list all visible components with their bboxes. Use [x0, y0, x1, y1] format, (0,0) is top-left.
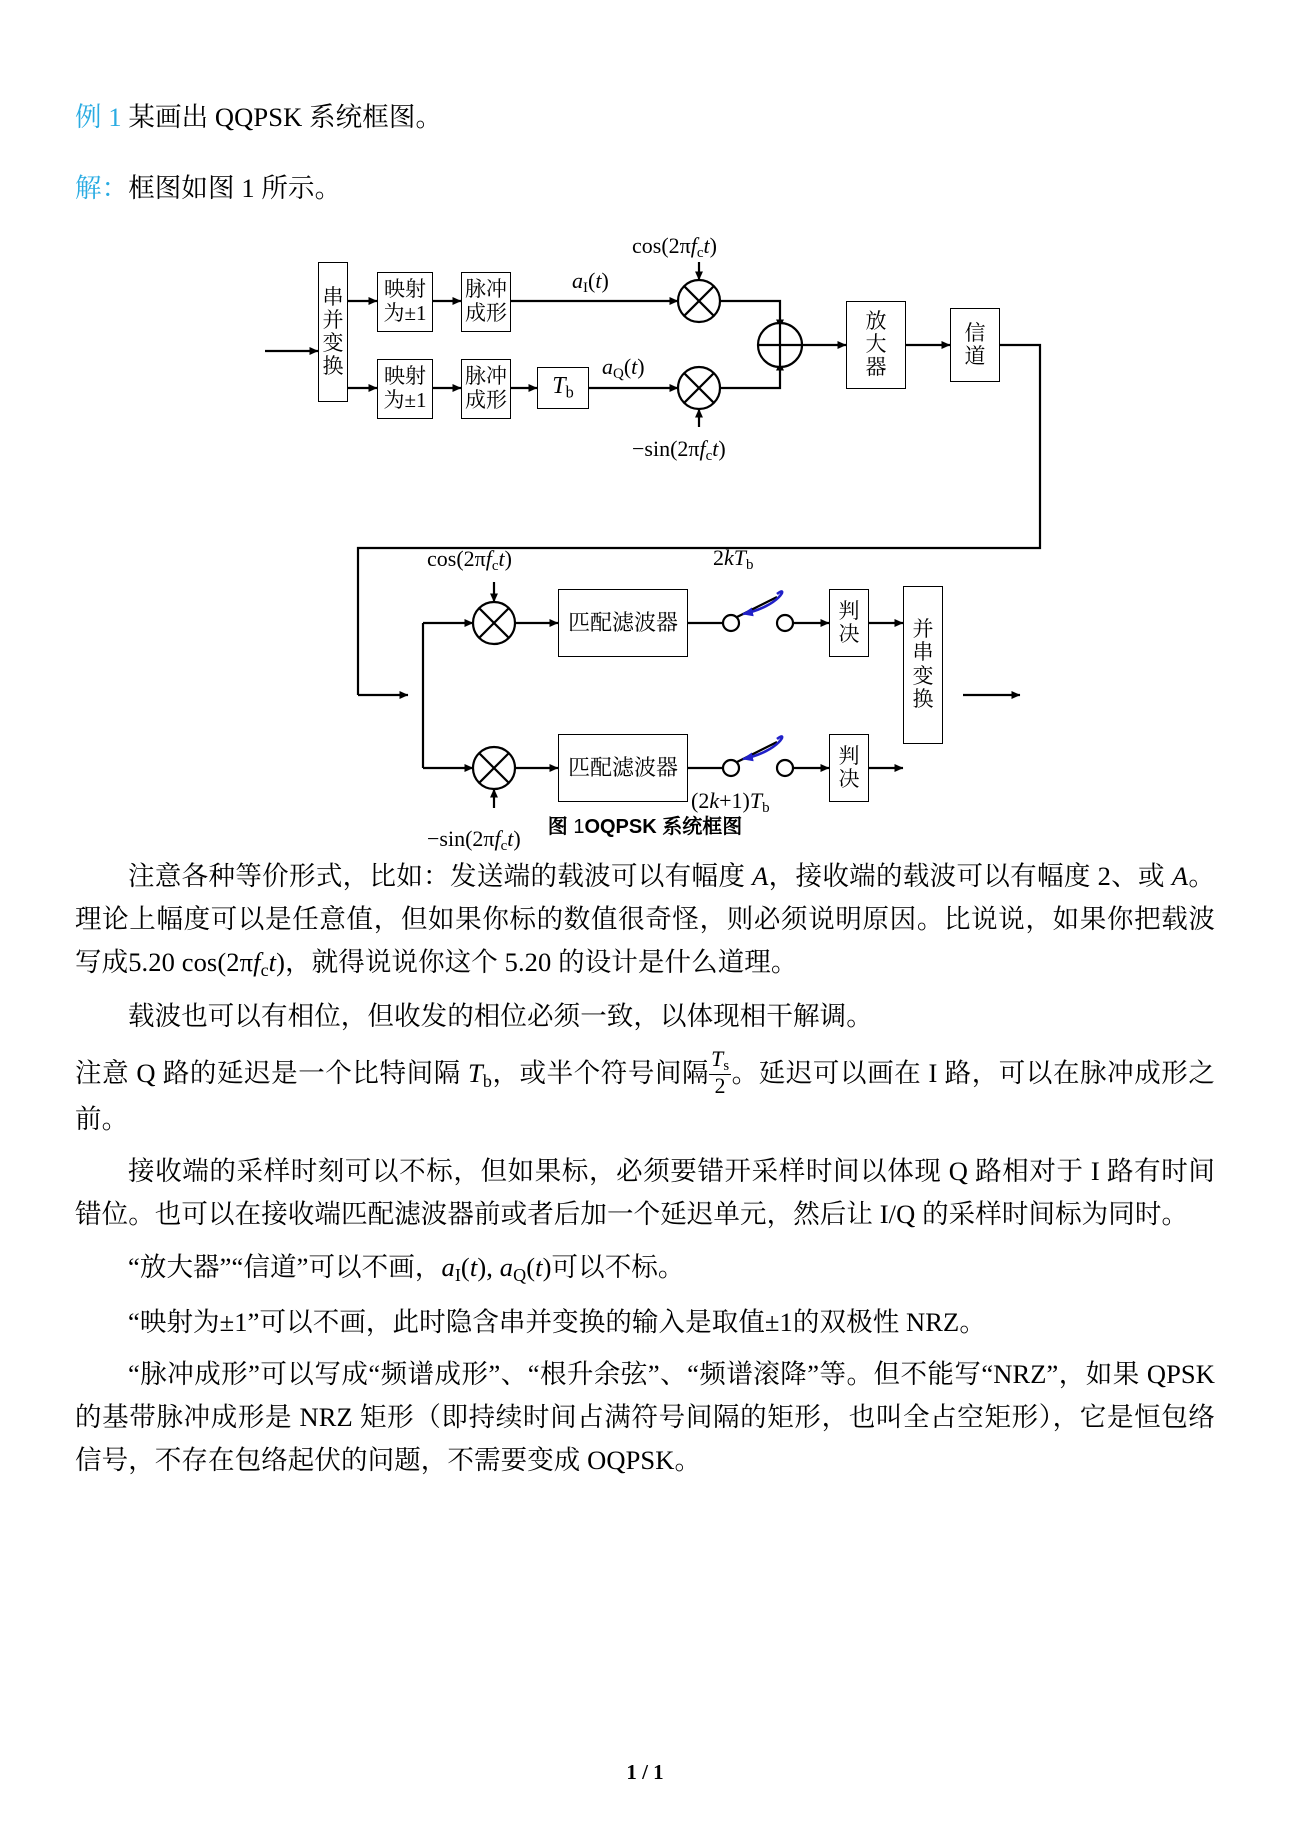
block-decision-q: 判决 [829, 734, 869, 802]
block-map-i: 映射为±1 [377, 272, 433, 332]
paragraph-3: 注意 Q 路的延迟是一个比特间隔 $T_b$，或半个符号间隔 $\frac{T_s}{2}$ 。延迟可以画在 I 路，可以在脉冲成形之前。 [75, 1046, 1215, 1134]
label-sample-time-q: $(2k+1)T_b$ [691, 787, 770, 817]
var-Tb: $T_b$ [468, 1057, 492, 1091]
paragraph-7: “脉冲成形”可以写成“频谱成形”、“根升余弦”、“频谱滚降”等。但不能写“NRZ”，如果 QPSK 的基带脉冲成形是 NRZ 矩形（即持续时间占满符号间隔的矩形，也叫全占空矩形），它是恒包络信号，不存在包络起伏的问题，不需要变成 OQPSK。 [75, 1359, 1215, 1476]
example-heading [75, 96, 1215, 139]
example-tag: 例 1 [75, 102, 122, 132]
block-serial-to-parallel: 串并变换 [318, 262, 348, 402]
block-matched-filter-q: 匹配滤波器 [558, 734, 688, 802]
block-channel: 信道 [950, 308, 1000, 382]
solution-tag: 解： [75, 172, 129, 203]
paragraph-6: “映射为±1”可以不画，此时隐含串并变换的输入是取值±1的双极性 NRZ。 [128, 1306, 986, 1337]
block-pulse-shaping-q: 脉冲成形 [461, 359, 511, 419]
var-A-1: A [752, 860, 769, 891]
page-content [75, 0, 1215, 1492]
fraction-ts-over-2: $\frac{T_s}{2}$ [711, 1046, 730, 1099]
figure-caption-number: 1 [573, 815, 585, 838]
block-delay-tb: $T_b$ [537, 367, 589, 409]
block-pulse-shaping-i: 脉冲成形 [461, 272, 511, 332]
paragraph-2: 载波也可以有相位，但收发的相位必须一致，以体现相干解调。 [128, 1000, 873, 1031]
paragraph-1: 注意各种等价形式，比如：发送端的载波可以有幅度 A，接收端的载波可以有幅度 2、或 A。理论上幅度可以是任意值，但如果你标的数值很奇怪，则必须说明原因。比说说，如果你把载波写成5.20 $\cos(2\pi f_ct)$，就得说说你这个 5.20 的设计是什么道理。 [75, 860, 1215, 980]
solution-line [75, 167, 1215, 210]
label-carrier-cos-rx: $\cos(2\pi f_ct)$ [427, 545, 512, 575]
label-carrier-cos-tx: $\cos(2\pi f_ct)$ [632, 232, 717, 262]
block-matched-filter-i: 匹配滤波器 [558, 589, 688, 657]
block-amplifier: 放大器 [846, 301, 906, 389]
figure-connections [75, 228, 1215, 808]
label-carrier-sin-rx: $-\sin(2\pi f_ct)$ [427, 825, 521, 855]
label-carrier-sin-tx: $-\sin(2\pi f_ct)$ [632, 435, 726, 465]
formula-ai-aq: $a_I(t)$, $a_Q(t)$ [441, 1252, 552, 1286]
label-sample-time-i: $2kT_b$ [713, 544, 754, 574]
solution-text: 框图如图 1 所示。 [128, 172, 342, 203]
page-number: 1 / 1 [626, 1760, 664, 1784]
figure-caption-title: OQPSK 系统框图 [584, 815, 743, 838]
paragraph-4: 接收端的采样时刻可以不标，但如果标，必须要错开采样时间以体现 Q 路相对于 I 路有时间错位。也可以在接收端匹配滤波器前或者后加一个延迟单元，然后让 I/Q 的采样时间标为同时。 [75, 1156, 1215, 1230]
var-A-2: A [1171, 860, 1189, 891]
figure-caption-prefix: 图 [547, 815, 568, 838]
figure-caption [75, 810, 1215, 839]
example-heading-text: 某画出 QQPSK 系统框图。 [121, 102, 443, 132]
block-parallel-to-serial: 并串变换 [903, 586, 943, 744]
formula-5-20-carrier: 5.20 $\cos(2\pi f_ct)$ [128, 946, 286, 980]
block-decision-i: 判决 [829, 589, 869, 657]
label-a-i-t: $a_I(t)$ [572, 267, 609, 297]
block-map-q: 映射为±1 [377, 359, 433, 419]
paragraph-5: “放大器”“信道”可以不画，$a_I(t)$, $a_Q(t)$可以不标。 [128, 1252, 685, 1286]
label-a-q-t: $a_Q(t)$ [602, 353, 645, 383]
